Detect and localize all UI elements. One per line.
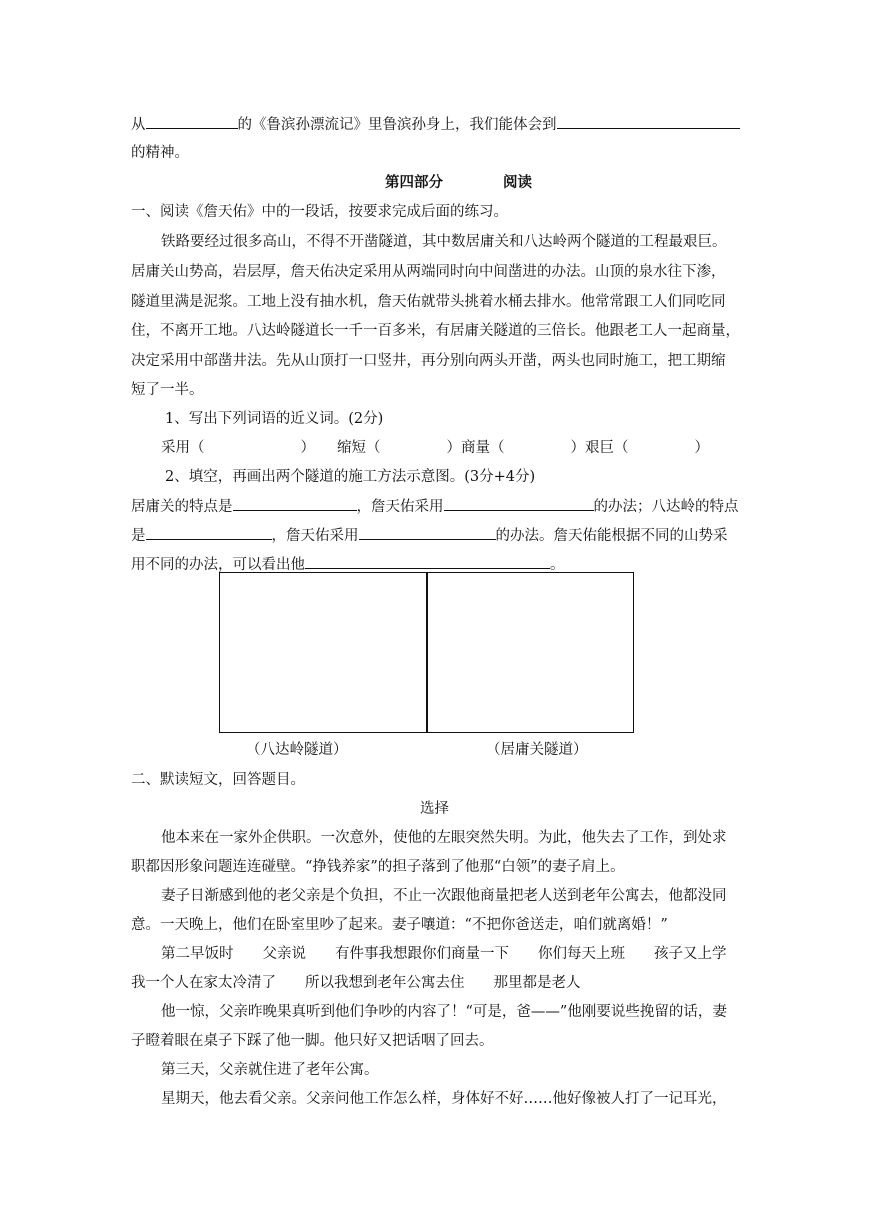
diagram-caption-left: （八达岭隧道） [246,742,348,758]
synonym-shangliang: 商量（ [461,440,505,456]
question-1-intro: 一、阅读《詹天佑》中的一段话，按要求完成后面的练习。 [131,204,508,220]
fill-line-1: 从 的《鲁滨孙漂流记》里鲁滨孙身上，我们能体会到 [131,114,740,135]
story-line: 星期天，他去看父亲。父亲问他工作怎么样，身体好不好……他好像被人打了一记耳光， [161,1091,727,1107]
story-line: 子瞪着眼在桌子下踩了他一脚。他只好又把话咽了回去。 [131,1033,494,1049]
blank-quality[interactable] [305,554,550,569]
story-line: 他本来在一家外企供职。一次意外，使他的左眼突然失明。为此，他失去了工作，到处求 [161,830,727,846]
passage-line: 住，不离开工地。八达岭隧道长一千一百多米，有居庸关隧道的三倍长。他跟老工人一起商量， [131,323,740,339]
story-line: 意。一天晚上，他们在卧室里吵了起来。妻子嚷道：“不把你爸送走，咱们就离婚！” [131,917,668,933]
synonym-caiyong: 采用（ [161,440,205,456]
diagram-box-badaling[interactable] [219,572,428,733]
diagram-box-juyongguan[interactable] [426,572,634,733]
passage-line: 短了一半。 [131,382,204,398]
passage-line: 隧道里满是泥浆。工地上没有抽水机，詹天佑就带头挑着水桶去排水。他常常跟工人们同吃同 [131,294,726,310]
passage-line: 铁路要经过很多高山，不得不开凿隧道，其中数居庸关和八达岭两个隧道的工程最艰巨。 [161,234,727,250]
sub-question-1: 1、写出下列词语的近义词。(2分) [165,411,384,427]
synonyms-row: 采用（ ） 缩短（ ）商量（ ）艰巨（ ） [161,440,709,456]
diagram-caption-right: （居庸关隧道） [486,742,588,758]
story-line: 第三天，父亲就住进了老年公寓。 [161,1062,379,1078]
story-line: 他一惊，父亲昨晚果真听到他们争吵的内容了！“可是，爸——”他刚要说些挽留的话，妻 [161,1004,727,1020]
story-line: 职都因形象问题连连碰壁。“挣钱养家”的担子落到了他那“白领”的妻子肩上。 [131,859,625,875]
synonym-suoduan: 缩短（ [337,440,381,456]
question-2-intro: 二、默读短文，回答题目。 [131,772,305,788]
story-line: 妻子日渐感到他的老父亲是个负担，不止一次跟他商量把老人送到老年公寓去，他都没同 [161,888,727,904]
fill-row-3: 用不同的办法，可以看出他 。 [131,554,565,575]
sub-question-2: 2、填空，再画出两个隧道的施工方法示意图。(3分+4分) [165,469,536,485]
blank-juyongguan-method[interactable] [444,496,594,511]
blank-spirit[interactable] [557,114,740,129]
punctuation-exercise-line: 我一个人在家太冷清了 所以我想到老年公寓去住 那里都是老人 [131,975,581,991]
blank-author[interactable] [146,114,238,129]
fill-row-2: 是 ，詹天佑采用 的办法。詹天佑能根据不同的山势采 [131,525,728,546]
part-heading: 第四部分 阅读 [385,174,532,191]
synonym-jianju: 艰巨（ [585,440,629,456]
fill-row-1: 居庸关的特点是 ，詹天佑采用 的办法；八达岭的特点 [131,496,739,517]
story-title: 选择 [420,801,449,817]
fill-line-2: 的精神。 [131,145,189,161]
punctuation-exercise-line: 第二早饭时 父亲说 有件事我想跟你们商量一下 你们每天上班 孩子又上学 [161,946,727,962]
passage-line: 决定采用中部凿井法。先从山顶打一口竖井，再分别向两头开凿，两头也同时施工，把工期缩 [131,353,726,369]
blank-badaling-method[interactable] [359,525,496,540]
blank-juyongguan-feature[interactable] [233,496,357,511]
passage-line: 居庸关山势高，岩层厚，詹天佑决定采用从两端同时向中间凿进的办法。山顶的泉水往下渗， [131,264,726,280]
blank-badaling-feature[interactable] [146,525,272,540]
